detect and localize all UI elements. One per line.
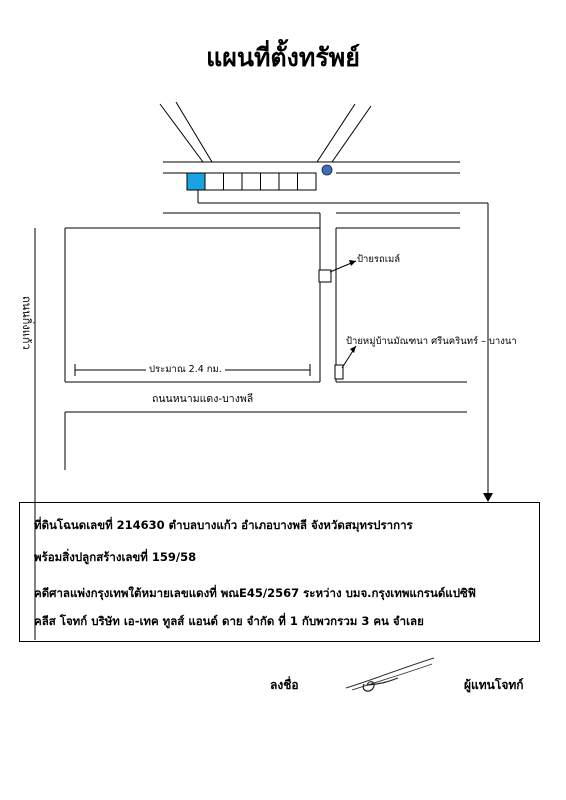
roundabout-marker-icon <box>322 165 332 175</box>
signature-icon <box>342 654 438 696</box>
distance-label: ประมาณ 2.4 กม. <box>146 365 225 375</box>
village-sign-box <box>335 365 343 379</box>
neighbor-lots <box>205 173 316 190</box>
bus-stop-box <box>319 270 331 282</box>
diagonal-road-right-edge-1 <box>317 104 355 162</box>
diagonal-road-left-edge-1 <box>160 104 203 162</box>
info-line-case: คดีศาลแพ่งกรุงเทพใต้หมายเลขแดงที่ พณE45/2567 ระหว่าง บมจ.กรุงเทพแกรนด์แปซิฟิ <box>34 586 476 600</box>
pointer-arrowhead-icon <box>483 493 493 502</box>
horizontal-road-label: ถนนหนามแดง-บางพลี <box>152 393 254 405</box>
lot <box>298 173 317 190</box>
village-sign-label: ป้ายหมู่บ้านมัณฑนา ศรีนครินทร์ – บางนา <box>346 336 517 347</box>
info-line-parties: คลีส โจทก์ บริษัท เอ-เทค ทูลส์ แอนด์ ดาย จำกัด ที่ 1 กับพวกรวม 3 คน จำเลย <box>34 614 424 628</box>
diagonal-road-left-edge-2 <box>176 102 212 162</box>
arrow-head-icon <box>349 260 356 266</box>
lot <box>279 173 298 190</box>
lot <box>224 173 243 190</box>
property-marker-icon <box>187 173 205 190</box>
sign-label: ลงชื่อ <box>270 678 299 692</box>
page-title: แผนที่ตั้งทรัพย์ <box>206 43 360 72</box>
main-road-label: ถนนกิ่งแก้ว <box>20 296 33 350</box>
lot <box>261 173 280 190</box>
property-info-box <box>19 502 540 642</box>
representative-label: ผู้แทนโจทก์ <box>464 678 524 692</box>
info-line-building: พร้อมสิ่งปลูกสร้างเลขที่ 159/58 <box>34 550 197 564</box>
bus-stop-label: ป้ายรถเมล์ <box>357 254 401 265</box>
arrow-head-icon <box>350 346 356 353</box>
lot <box>242 173 261 190</box>
diagonal-road-right-edge-2 <box>332 106 371 162</box>
info-line-deed: ที่ดินโฉนดเลขที่ 214630 ตำบลบางแก้ว อำเภอบางพลี จังหวัดสมุทรปราการ <box>34 518 413 532</box>
lot <box>205 173 224 190</box>
